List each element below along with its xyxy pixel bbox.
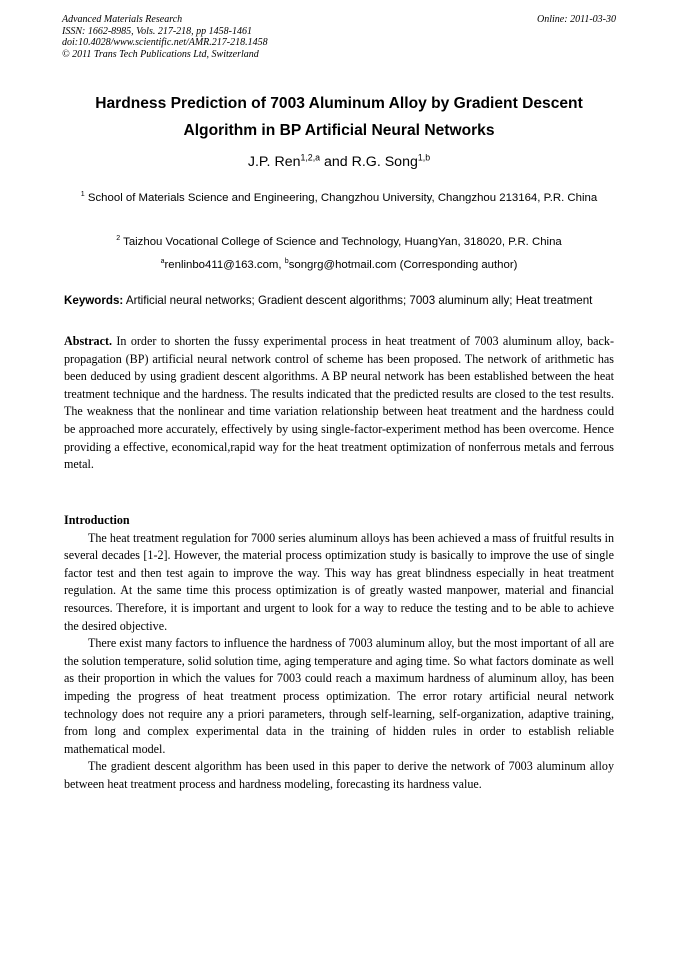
email-a: renlinbo411@163.com, — [164, 259, 285, 271]
author-1: J.P. Ren — [247, 154, 301, 170]
issn: ISSN: 1662-8985, Vols. 217-218, pp 1458-1461 — [62, 25, 252, 37]
affiliation-1-number: 1 — [80, 191, 85, 199]
online-date: Online: 2011-03-30 — [537, 14, 616, 25]
abstract-label: Abstract. — [64, 334, 113, 348]
affiliation-2-number: 2 — [116, 235, 121, 243]
affiliation-2 — [62, 233, 616, 251]
author-2-affiliation: 1,b — [417, 152, 431, 163]
abstract — [64, 333, 614, 474]
keywords-label: Keywords: — [64, 294, 124, 307]
email-b: songrg@hotmail.com (Corresponding author) — [288, 259, 518, 271]
author-1-affiliation: 1,2,a — [300, 152, 321, 163]
paper-title — [62, 90, 616, 144]
journal-name: Advanced Materials Research — [62, 14, 183, 25]
journal-header — [62, 14, 616, 60]
keywords-text: Artificial neural networks; Gradient descent algorithms; 7003 aluminum ally; Heat treatment — [123, 294, 593, 307]
doi: doi:10.4028/www.scientific.net/AMR.217-218.1458 — [62, 37, 268, 48]
title-line-2: Algorithm in BP Artificial Neural Networks — [183, 122, 495, 139]
introduction-section — [64, 512, 614, 794]
author-conjunction: and — [320, 154, 352, 170]
intro-paragraph-1: The heat treatment regulation for 7000 series aluminum alloys has been achieved a mass of fruitful results in several decades [1-2]. However, the material process optimization study is basically to improve the use of single factor test and then test again to improve the way. This way has great blindness especially in heat treatment regulation. At the same time this process optimization is of greatly wasted manpower, material and financial resources. Therefore, it is important and urgent to look for a way to reduce the testing and to be able to achieve the desired objective. — [64, 530, 614, 633]
title-line-1: Hardness Prediction of 7003 Aluminum Alloy by Gradient Descent — [95, 95, 583, 112]
affiliation-2-text: Taizhou Vocational College of Science and Technology, HuangYan, 318020, P.R. China — [123, 236, 562, 248]
affiliation-1 — [62, 189, 616, 207]
copyright: © 2011 Trans Tech Publications Ltd, Switzerland — [62, 48, 259, 60]
introduction-heading: Introduction — [64, 513, 130, 527]
author-emails — [62, 256, 616, 274]
affiliation-1-text: School of Materials Science and Engineering, Changzhou University, Changzhou 213164, P.R. China — [87, 192, 598, 204]
email-b-marker: b — [284, 258, 289, 266]
abstract-text: In order to shorten the fussy experimental process in heat treatment of 7003 aluminum alloy, back-propagation (BP) artificial neural network control of scheme has been proposed. The network of arithmetic has been deduced by using gradient descent algorithms. A BP neural network has been established between the heat treatment technique and the hardness. The results indicated that the predicted results are closed to the test results. The weakness that the nonlinear and time variation relationship between heat treatment and the hardness could be approached more accurately, effectively by using single-factor-experiment method has been overcome. Hence providing a effective, economical,rapid way for the heat treatment optimization of nonferrous metals and ferrous metal. — [64, 334, 614, 472]
email-a-marker: a — [160, 258, 165, 266]
author-list — [62, 153, 616, 171]
intro-paragraph-2: There exist many factors to influence the hardness of 7003 aluminum alloy, but the most important of all are the solution temperature, solid solution time, aging temperature and aging time. So what factors dominate as well as their proportion in which the values for 7003 could reach a maximum hardness of aluminum alloy, has been impeding the progress of heat treatment process optimization. The error rotary artificial neural network technology does not require any a priori parameters, through self-learning, self-organization, adaptive training, from long and complex experimental data in the training of hidden rules in order to establish reliable mathematical model. — [64, 636, 614, 756]
keywords — [64, 292, 613, 310]
author-2: R.G. Song — [351, 154, 418, 170]
intro-paragraph-3: The gradient descent algorithm has been used in this paper to derive the network of 7003 aluminum alloy between heat treatment process and hardness modeling, forecasting its hardness value. — [64, 759, 614, 791]
